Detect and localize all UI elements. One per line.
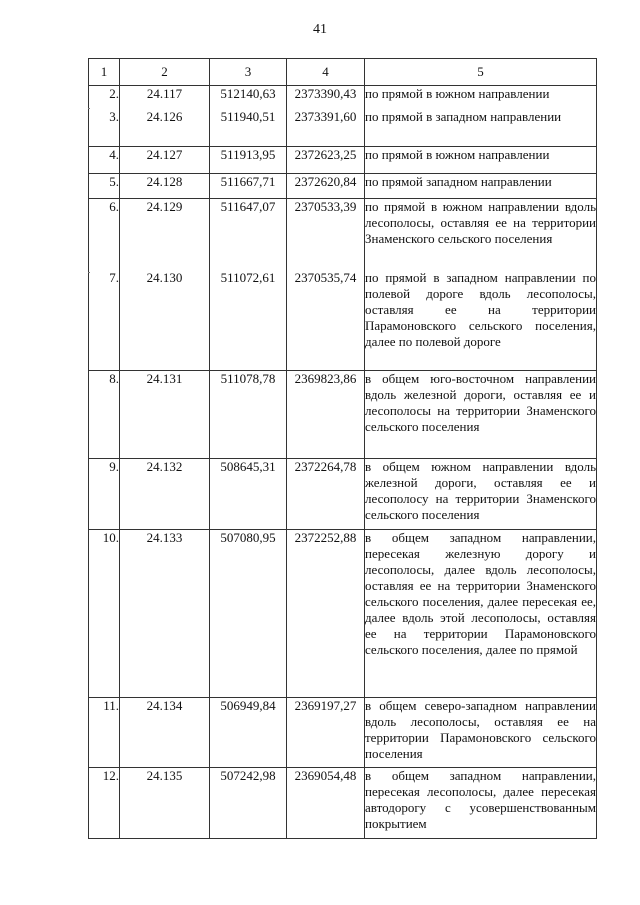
point-number: 24.127 bbox=[120, 147, 210, 174]
point-number: 24.135 bbox=[120, 768, 210, 839]
point-number: 24.130 bbox=[120, 270, 210, 371]
row-number: 6. bbox=[89, 199, 120, 270]
y-coordinate: 2370533,39 bbox=[287, 199, 365, 270]
header-cell: 4 bbox=[287, 59, 365, 86]
table-row bbox=[89, 459, 597, 530]
x-coordinate: 507080,95 bbox=[210, 530, 287, 698]
x-coordinate: 511647,07 bbox=[210, 199, 287, 270]
point-number: 24.129 bbox=[120, 199, 210, 270]
row-number: 3. bbox=[89, 109, 120, 147]
header-cell: 5 bbox=[365, 59, 597, 86]
point-number: 24.132 bbox=[120, 459, 210, 530]
row-number: 11. bbox=[89, 698, 120, 768]
y-coordinate: 2369823,86 bbox=[287, 371, 365, 459]
table-row bbox=[89, 371, 597, 459]
x-coordinate: 512140,63 bbox=[210, 86, 287, 109]
table-row bbox=[89, 86, 597, 109]
boundary-description: в общем западном направлении, пересекая железную дорогу и лесополосы, далее вдоль лесополосы, оставляя ее на территории Знаменского сельского поселения, далее пересекая ее, далее вдоль этой лесополосы, оставляя ее на территории Парамоновского сельского поселения, далее по прямой bbox=[365, 530, 597, 698]
row-number: 2. bbox=[89, 86, 120, 109]
y-coordinate: 2372264,78 bbox=[287, 459, 365, 530]
table-row bbox=[89, 147, 597, 174]
table-header-row bbox=[89, 59, 597, 86]
x-coordinate: 511072,61 bbox=[210, 270, 287, 371]
header-cell: 2 bbox=[120, 59, 210, 86]
boundary-description: по прямой в южном направлении bbox=[365, 147, 597, 174]
table-row bbox=[89, 109, 597, 147]
row-number: 12. bbox=[89, 768, 120, 839]
table-row bbox=[89, 270, 597, 371]
row-number: 5. bbox=[89, 174, 120, 199]
point-number: 24.133 bbox=[120, 530, 210, 698]
table-row bbox=[89, 174, 597, 199]
row-number: 9. bbox=[89, 459, 120, 530]
scan-mark bbox=[88, 272, 90, 273]
boundary-description: по прямой в западном направлении bbox=[365, 109, 597, 147]
point-number: 24.126 bbox=[120, 109, 210, 147]
y-coordinate: 2372620,84 bbox=[287, 174, 365, 199]
row-number: 8. bbox=[89, 371, 120, 459]
x-coordinate: 511913,95 bbox=[210, 147, 287, 174]
point-number: 24.117 bbox=[120, 86, 210, 109]
table-row bbox=[89, 768, 597, 839]
boundary-description: по прямой в южном направлении bbox=[365, 86, 597, 109]
x-coordinate: 511667,71 bbox=[210, 174, 287, 199]
boundary-description: в общем южном направлении вдоль железной дороги, оставляя ее и лесополосу на территории Знаменского сельского поселения bbox=[365, 459, 597, 530]
y-coordinate: 2373391,60 bbox=[287, 109, 365, 147]
y-coordinate: 2373390,43 bbox=[287, 86, 365, 109]
y-coordinate: 2369197,27 bbox=[287, 698, 365, 768]
table-row bbox=[89, 698, 597, 768]
y-coordinate: 2372623,25 bbox=[287, 147, 365, 174]
boundary-coordinates-table bbox=[88, 58, 597, 839]
boundary-description: в общем северо-западном направлении вдоль лесополосы, оставляя ее на территории Парамоновского сельского поселения bbox=[365, 698, 597, 768]
point-number: 24.131 bbox=[120, 371, 210, 459]
y-coordinate: 2372252,88 bbox=[287, 530, 365, 698]
table-row bbox=[89, 530, 597, 698]
x-coordinate: 511078,78 bbox=[210, 371, 287, 459]
table-row bbox=[89, 199, 597, 270]
x-coordinate: 511940,51 bbox=[210, 109, 287, 147]
boundary-description: в общем западном направлении, пересекая лесополосы, далее пересекая автодорогу с усовершенствованным покрытием bbox=[365, 768, 597, 839]
x-coordinate: 506949,84 bbox=[210, 698, 287, 768]
boundary-description: по прямой в южном направлении вдоль лесополосы, оставляя ее на территории Знаменского сельского поселения bbox=[365, 199, 597, 270]
row-number: 4. bbox=[89, 147, 120, 174]
point-number: 24.134 bbox=[120, 698, 210, 768]
scan-mark bbox=[88, 108, 90, 109]
row-number: 7. bbox=[89, 270, 120, 371]
point-number: 24.128 bbox=[120, 174, 210, 199]
y-coordinate: 2369054,48 bbox=[287, 768, 365, 839]
x-coordinate: 507242,98 bbox=[210, 768, 287, 839]
boundary-description: в общем юго-восточном направлении вдоль железной дороги, оставляя ее и лесополосы на территории Знаменского сельского поселения bbox=[365, 371, 597, 459]
boundary-description: по прямой западном направлении bbox=[365, 174, 597, 199]
y-coordinate: 2370535,74 bbox=[287, 270, 365, 371]
page-number: 41 bbox=[313, 22, 327, 37]
header-cell: 1 bbox=[89, 59, 120, 86]
row-number: 10. bbox=[89, 530, 120, 698]
x-coordinate: 508645,31 bbox=[210, 459, 287, 530]
header-cell: 3 bbox=[210, 59, 287, 86]
boundary-description: по прямой в западном направлении по полевой дороге вдоль лесополосы, оставляя ее на территории Парамоновского сельского поселения, далее по полевой дороге bbox=[365, 270, 597, 371]
